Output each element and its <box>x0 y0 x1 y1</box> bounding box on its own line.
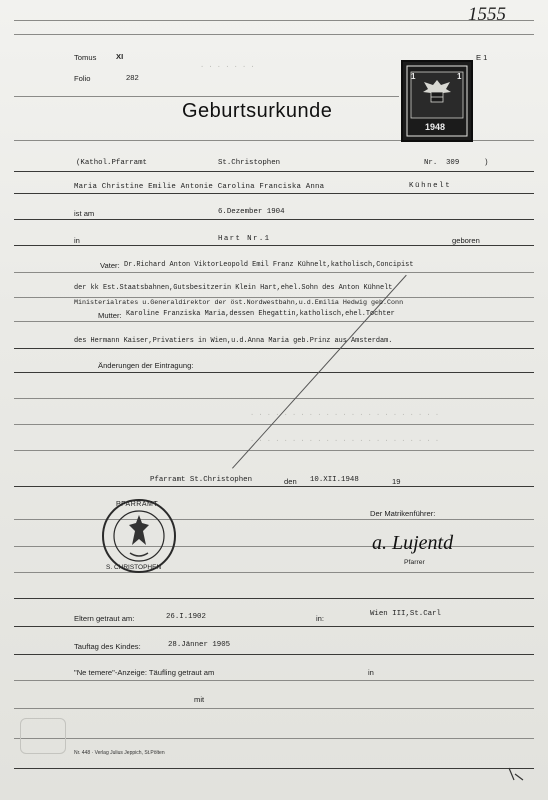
record-nr-value: 309 <box>446 159 460 167</box>
changes-label: Änderungen der Eintragung: <box>98 361 194 370</box>
rule-line <box>14 654 534 655</box>
rule-line <box>14 572 534 573</box>
annotation-number: 1555 <box>468 4 506 25</box>
den-label: den <box>284 477 297 486</box>
baptism-label: Tauftag des Kindes: <box>74 642 141 651</box>
bleed-through-text: . . . . . . . <box>200 62 255 70</box>
rule-line <box>14 96 399 97</box>
rule-line <box>14 219 534 220</box>
stamp-year: 1948 <box>425 122 446 132</box>
registrar-label: Der Matrikenführer: <box>370 509 436 518</box>
seal-text-bottom: S. CHRISTOPHEN <box>106 564 162 571</box>
tomus-value: XI <box>116 52 124 61</box>
parish-name: St.Christophen <box>218 159 281 167</box>
rule-line <box>14 598 534 599</box>
rule-line <box>14 245 534 246</box>
record-nr-close: ) <box>484 159 489 167</box>
folio-value: 282 <box>126 73 139 82</box>
registrar-signature: a. Lujentd <box>372 532 454 554</box>
rule-line <box>14 738 534 739</box>
rule-line <box>14 372 534 373</box>
rule-line <box>14 450 534 451</box>
mit-label: mit <box>194 695 205 704</box>
record-nr-label: Nr. <box>424 159 438 167</box>
ist-am-label: ist am <box>74 209 95 218</box>
rule-line <box>14 519 534 520</box>
birth-date: 6.Dezember 1904 <box>218 208 285 216</box>
rule-line <box>14 20 534 21</box>
rule-line <box>14 171 534 172</box>
document-code: E 1 <box>476 53 488 62</box>
rule-line <box>14 626 534 627</box>
rule-line <box>14 486 534 487</box>
parents-married-label: Eltern getraut am: <box>74 614 135 623</box>
rule-line <box>14 34 534 35</box>
parents-married-place: Wien III,St.Carl <box>370 610 441 618</box>
vater-label: Vater: <box>100 261 120 270</box>
rule-line <box>14 193 534 194</box>
stamp-denomination-right: 1 <box>457 72 462 81</box>
rule-line <box>14 348 534 349</box>
parents-married-date: 26.I.1902 <box>166 613 206 621</box>
ne-temere-label: "Ne temere"-Anzeige: Täufling getraut am <box>74 668 215 677</box>
ne-temere-in-label: in <box>368 668 374 677</box>
seal-text-top: PFARRAMT <box>116 501 159 508</box>
father-line-3: Ministerialrates u.Generaldirektor der öst.Nordwestbahn,u.d.Emilia Hedwig geb.Conn <box>74 299 404 307</box>
mutter-label: Mutter: <box>98 311 122 320</box>
rule-line <box>14 424 534 425</box>
in-label: in <box>74 236 80 245</box>
printer-imprint: Nr. 448 · Verlag Julius Jeppich, St.Pölten <box>74 750 165 756</box>
child-given-names: Maria Christine Emilie Antonie Carolina Franciska Anna <box>74 183 325 191</box>
bleed-through-text: . . . . . . . . . . . . . . . . . . . . . . . <box>250 410 440 418</box>
mother-line-1: Karoline Franziska Maria,dessen Ehegattin,katholisch,ehel.Tochter <box>126 310 395 318</box>
rule-line <box>14 297 534 298</box>
baptism-date: 28.Jänner 1905 <box>168 641 231 649</box>
child-surname: Kühnelt <box>409 182 452 190</box>
faint-stamp-remnant <box>20 718 66 754</box>
folio-label: Folio <box>74 74 91 83</box>
pfarrer-label: Pfarrer <box>404 559 425 566</box>
stamp-denomination-left: 1 <box>411 72 416 81</box>
rule-line <box>14 321 534 322</box>
corner-mark-icon <box>506 764 526 784</box>
rule-line <box>14 546 534 547</box>
parish-seal <box>100 497 178 575</box>
married-in-label: in: <box>316 614 325 623</box>
father-line-2: der kk Est.Staatsbahnen,Gutsbesitzerin Klein Hart,ehel.Sohn des Anton Kühnelt <box>74 284 393 292</box>
rule-line <box>14 708 534 709</box>
mother-line-2: des Hermann Kaiser,Privatiers in Wien,u.d.Anna Maria geb.Prinz aus Amsterdam. <box>74 337 393 345</box>
rule-line <box>14 272 534 273</box>
document-title: Geburtsurkunde <box>182 100 333 122</box>
bleed-through-text: . . . . . . . . . . . . . . . . . . . . . . . <box>250 436 440 444</box>
rule-line <box>14 398 534 399</box>
rule-line <box>14 768 534 769</box>
father-line-1: Dr.Richard Anton ViktorLeopold Emil Franz Kühnelt,katholisch,Concipist <box>124 261 414 269</box>
revenue-stamp <box>401 60 473 142</box>
parish-office: (Kathol.Pfarramt <box>76 159 147 167</box>
rule-line <box>14 680 534 681</box>
geboren-label: geboren <box>452 236 480 245</box>
tomus-label: Tomus <box>74 53 97 62</box>
year-suffix: 19 <box>392 477 401 486</box>
birth-place: Hart Nr.1 <box>218 235 271 243</box>
issuing-parish: Pfarramt St.Christophen <box>150 476 253 484</box>
issue-date: 10.XII.1948 <box>310 476 359 484</box>
